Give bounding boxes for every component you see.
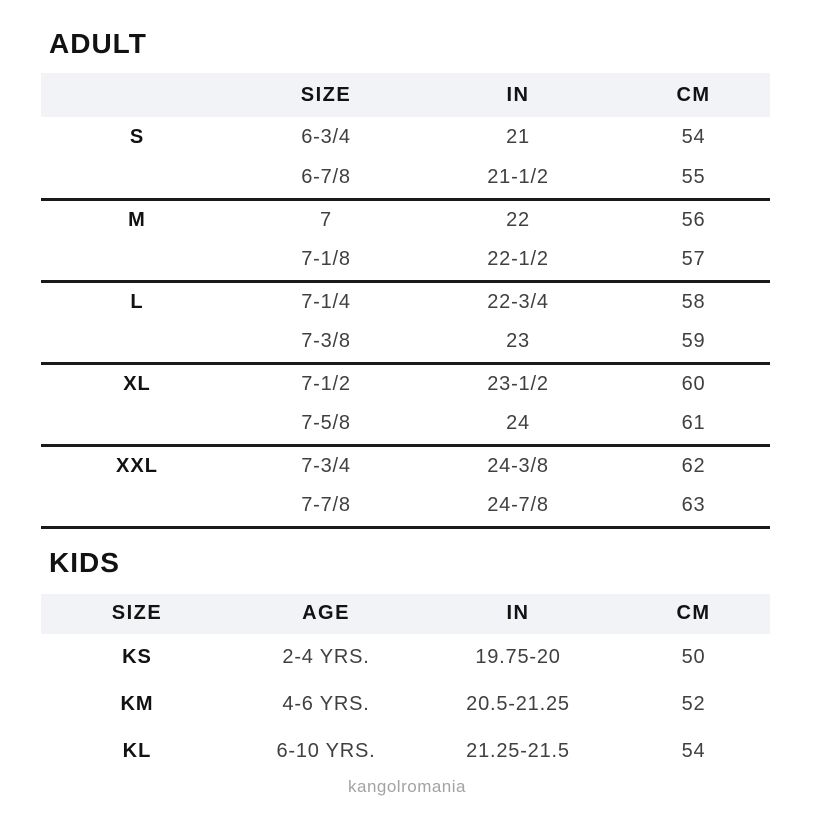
size-cell: 7-1/4	[301, 290, 351, 313]
adult-col-header-size: SIZE	[233, 73, 419, 117]
in-cell: 22	[506, 208, 530, 231]
cm-cell: 52	[681, 692, 706, 715]
site-watermark: kangolromania	[347, 776, 466, 796]
adult-col-header-blank	[41, 73, 233, 117]
cm-cell: 54	[681, 126, 706, 148]
table-row	[41, 634, 770, 681]
row-label	[41, 240, 233, 281]
table-row	[41, 486, 770, 527]
cm-cell: 55	[617, 158, 770, 199]
in-cell: 23	[419, 322, 617, 363]
size-cell: 7	[320, 208, 332, 231]
table-row	[41, 363, 770, 404]
row-label	[41, 404, 233, 445]
row-label: KS	[122, 645, 152, 668]
kids-header-row	[41, 594, 770, 634]
size-cell: 6-7/8	[233, 158, 419, 199]
in-cell: 20.5-21.25	[466, 692, 570, 715]
cm-cell: 50	[681, 645, 706, 668]
cm-cell: 58	[681, 290, 706, 313]
in-cell: 22-3/4	[487, 290, 549, 313]
adult-header-row	[41, 73, 770, 117]
cm-cell: 54	[681, 739, 706, 762]
adult-col-header-cm: CM	[617, 73, 770, 117]
table-row	[41, 158, 770, 199]
adult-section-title: ADULT	[49, 28, 147, 59]
row-label: KM	[120, 692, 154, 715]
row-label	[41, 486, 233, 527]
kids-col-header-age: AGE	[233, 594, 419, 634]
table-row	[41, 281, 770, 322]
in-cell: 23-1/2	[487, 372, 549, 395]
cm-cell: 56	[681, 208, 706, 231]
table-row	[41, 728, 770, 775]
kids-size-table	[41, 594, 770, 775]
table-row	[41, 240, 770, 281]
age-cell: 6-10 YRS.	[276, 739, 376, 762]
row-label: L	[130, 290, 144, 313]
in-cell: 24-3/8	[487, 454, 549, 477]
adult-size-table	[41, 73, 770, 529]
cm-cell: 61	[617, 404, 770, 445]
table-row	[41, 404, 770, 445]
size-cell: 7-3/4	[301, 454, 351, 477]
cm-cell: 62	[681, 454, 706, 477]
size-cell: 7-5/8	[233, 404, 419, 445]
table-row	[41, 445, 770, 486]
age-cell: 2-4 YRS.	[282, 645, 370, 668]
size-cell: 7-3/8	[233, 322, 419, 363]
table-row	[41, 681, 770, 728]
table-row	[41, 322, 770, 363]
in-cell: 21	[506, 126, 530, 148]
row-label	[41, 158, 233, 199]
kids-col-header-in: IN	[419, 594, 617, 634]
in-cell: 24	[419, 404, 617, 445]
row-label: M	[128, 208, 146, 231]
age-cell: 4-6 YRS.	[282, 692, 370, 715]
row-label	[41, 322, 233, 363]
in-cell: 19.75-20	[475, 645, 561, 668]
in-cell: 21-1/2	[419, 158, 617, 199]
row-label: S	[129, 126, 145, 148]
table-row	[41, 117, 770, 158]
cm-cell: 57	[617, 240, 770, 281]
kids-col-header-cm: CM	[617, 594, 770, 634]
cm-cell: 59	[617, 322, 770, 363]
row-label: XXL	[116, 454, 158, 477]
kids-col-header-size: SIZE	[41, 594, 233, 634]
in-cell: 22-1/2	[419, 240, 617, 281]
row-label: KL	[122, 739, 152, 762]
size-cell: 7-1/8	[233, 240, 419, 281]
in-cell: 21.25-21.5	[466, 739, 570, 762]
size-cell: 7-1/2	[301, 372, 351, 395]
cm-cell: 63	[617, 486, 770, 527]
size-cell: 7-7/8	[233, 486, 419, 527]
table-row	[41, 199, 770, 240]
adult-col-header-in: IN	[419, 73, 617, 117]
row-label: XL	[123, 372, 151, 395]
kids-section-title: KIDS	[49, 546, 120, 578]
size-cell: 6-3/4	[301, 126, 351, 148]
in-cell: 24-7/8	[419, 486, 617, 527]
cm-cell: 60	[681, 372, 706, 395]
